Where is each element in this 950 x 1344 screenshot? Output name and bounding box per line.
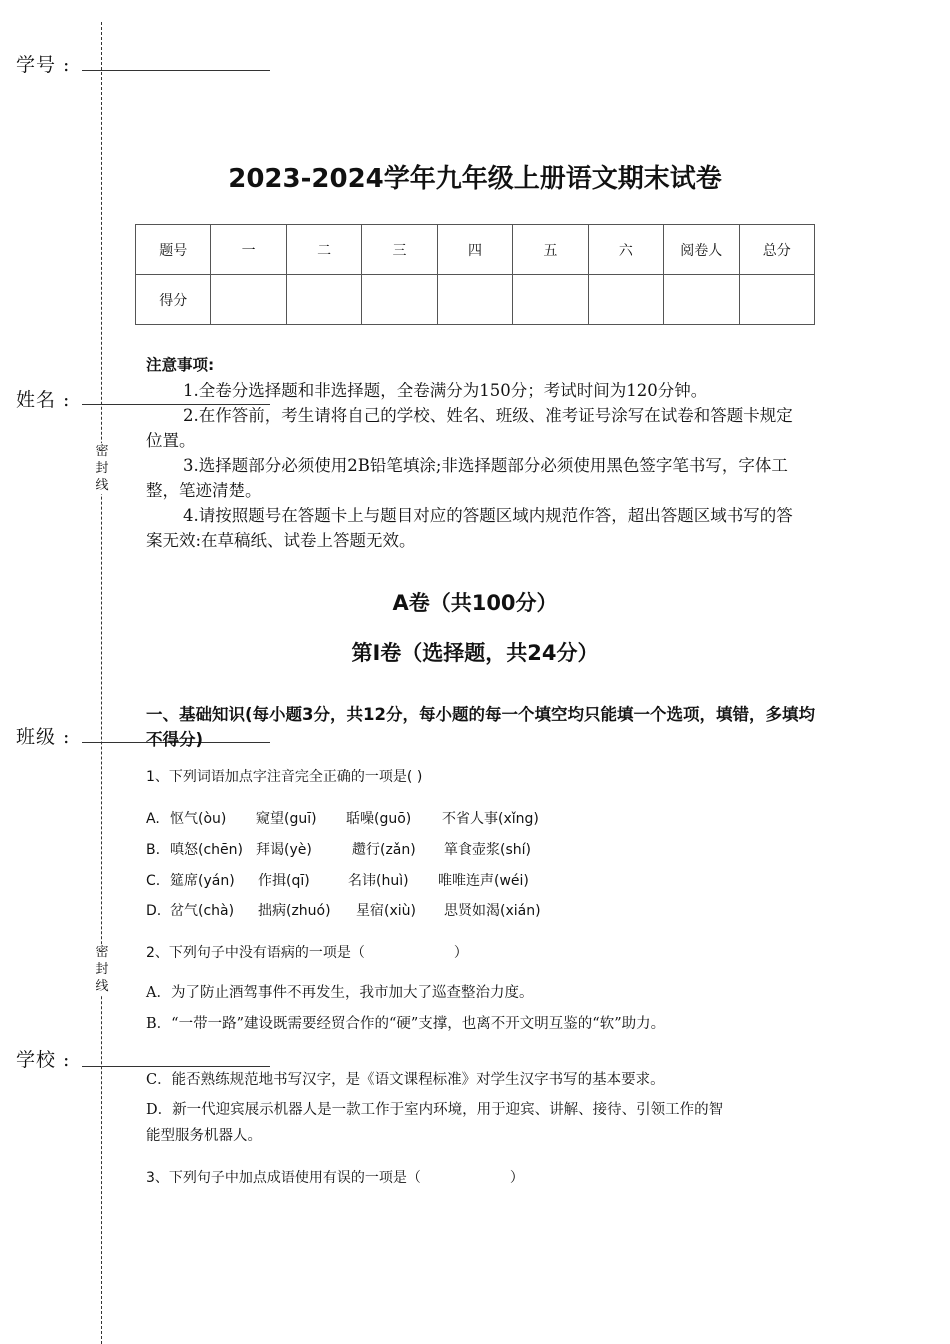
option-item: 作揖(qī)	[258, 873, 310, 889]
notice-item: 1.全卷分选择题和非选择题，全卷满分为150分；考试时间为120分钟。	[183, 381, 708, 400]
seal-char: 密	[95, 444, 109, 459]
option-label: B.	[146, 842, 161, 858]
seal-text-lower	[94, 944, 110, 995]
notice-block	[146, 353, 806, 553]
score-table-score-row	[136, 275, 815, 325]
exam-title: 2023-2024学年九年级上册语文期末试卷	[228, 164, 722, 194]
question-1-option-d[interactable]	[146, 900, 541, 920]
question-2-option-c[interactable]: C．能否熟练规范地书写汉字，是《语文课程标准》对学生汉字书写的基本要求。	[146, 1072, 665, 1088]
seal-text-upper	[94, 443, 110, 494]
class-label: 班级 :	[16, 726, 71, 748]
option-item: 窥望(guī)	[256, 811, 317, 827]
option-item: 怄气(òu)	[170, 811, 227, 827]
option-item: 名讳(huì)	[348, 873, 409, 889]
option-item: 筵席(yán)	[170, 873, 235, 889]
question-2-option-d[interactable]: D．新一代迎宾展示机器人是一款工作于室内环境，用于迎宾、讲解、接待、引领工作的智能型服务机器人。	[146, 1102, 724, 1144]
student-id-label: 学号 :	[16, 54, 71, 76]
option-item: 唯唯连声(wéi)	[438, 873, 529, 889]
paper-a-heading: A卷（共100分）	[392, 591, 558, 615]
score-table	[135, 224, 815, 325]
option-item: 趱行(zǎn)	[352, 842, 416, 858]
score-cell[interactable]	[362, 275, 437, 325]
part-1-heading: 第Ⅰ卷（选择题，共24分）	[351, 641, 599, 665]
header-cell: 题号	[136, 225, 211, 275]
name-label: 姓名 :	[16, 389, 71, 411]
seal-char: 封	[95, 962, 109, 977]
option-label: C.	[146, 873, 161, 889]
seal-char: 线	[95, 979, 109, 994]
option-item: 嗔怒(chēn)	[170, 842, 243, 858]
header-cell: 四	[437, 225, 512, 275]
question-1-stem: 1、下列词语加点字注音完全正确的一项是( )	[146, 769, 423, 785]
notice-item: 2.在作答前，考生请将自己的学校、姓名、班级、准考证号涂写在试卷和答题卡规定位置。	[146, 406, 793, 450]
question-2-option-a[interactable]: A．为了防止酒驾事件不再发生，我市加大了巡查整治力度。	[146, 985, 534, 1001]
option-item: 岔气(chà)	[170, 903, 235, 919]
header-cell: 二	[286, 225, 361, 275]
seal-dashed-line	[101, 22, 102, 1344]
option-item: 思贤如渴(xián)	[444, 903, 541, 919]
header-cell: 五	[513, 225, 588, 275]
header-cell: 一	[211, 225, 286, 275]
header-cell: 阅卷人	[664, 225, 739, 275]
seal-char: 线	[95, 478, 109, 493]
score-row-label: 得分	[136, 275, 211, 325]
section-1-heading: 一、基础知识(每小题3分，共12分，每小题的每一个填空均只能填一个选项，填错，多填均不得分)	[146, 705, 815, 749]
question-2-stem: 2、下列句子中没有语病的一项是（ ）	[146, 945, 468, 961]
question-2-option-b[interactable]: B．“一带一路”建设既需要经贸合作的“硬”支撑，也离不开文明互鉴的“软”助力。	[146, 1016, 666, 1032]
score-cell[interactable]	[286, 275, 361, 325]
option-item: 拜谒(yè)	[256, 842, 312, 858]
question-1-option-c[interactable]	[146, 870, 529, 890]
option-item: 聒噪(guō)	[346, 811, 412, 827]
option-label: A.	[146, 811, 160, 827]
option-item: 不省人事(xǐng)	[442, 811, 539, 827]
score-cell[interactable]	[211, 275, 286, 325]
student-id-field[interactable]	[82, 70, 270, 71]
header-cell: 三	[362, 225, 437, 275]
score-cell[interactable]	[739, 275, 815, 325]
header-cell: 总分	[739, 225, 815, 275]
option-item: 箪食壶浆(shí)	[444, 842, 531, 858]
option-label: D.	[146, 903, 162, 919]
option-item: 拙病(zhuó)	[258, 903, 331, 919]
score-table-header-row	[136, 225, 815, 275]
score-cell[interactable]	[513, 275, 588, 325]
score-cell[interactable]	[437, 275, 512, 325]
option-item: 星宿(xiù)	[356, 903, 416, 919]
notice-item: 4.请按照题号在答题卡上与题目对应的答题区域内规范作答，超出答题区域书写的答案无效:在草稿纸、试卷上答题无效。	[146, 506, 793, 550]
question-1-option-b[interactable]	[146, 839, 531, 859]
question-1-option-a[interactable]	[146, 808, 539, 828]
notice-item: 3.选择题部分必须使用2B铅笔填涂;非选择题部分必须使用黑色签字笔书写，字体工整，笔迹清楚。	[146, 456, 788, 500]
school-label: 学校 :	[16, 1049, 71, 1071]
seal-char: 密	[95, 945, 109, 960]
score-cell[interactable]	[588, 275, 663, 325]
score-cell[interactable]	[664, 275, 739, 325]
header-cell: 六	[588, 225, 663, 275]
notice-heading: 注意事项:	[146, 356, 215, 374]
seal-char: 封	[95, 461, 109, 476]
question-3-stem: 3、下列句子中加点成语使用有误的一项是（ ）	[146, 1170, 524, 1186]
